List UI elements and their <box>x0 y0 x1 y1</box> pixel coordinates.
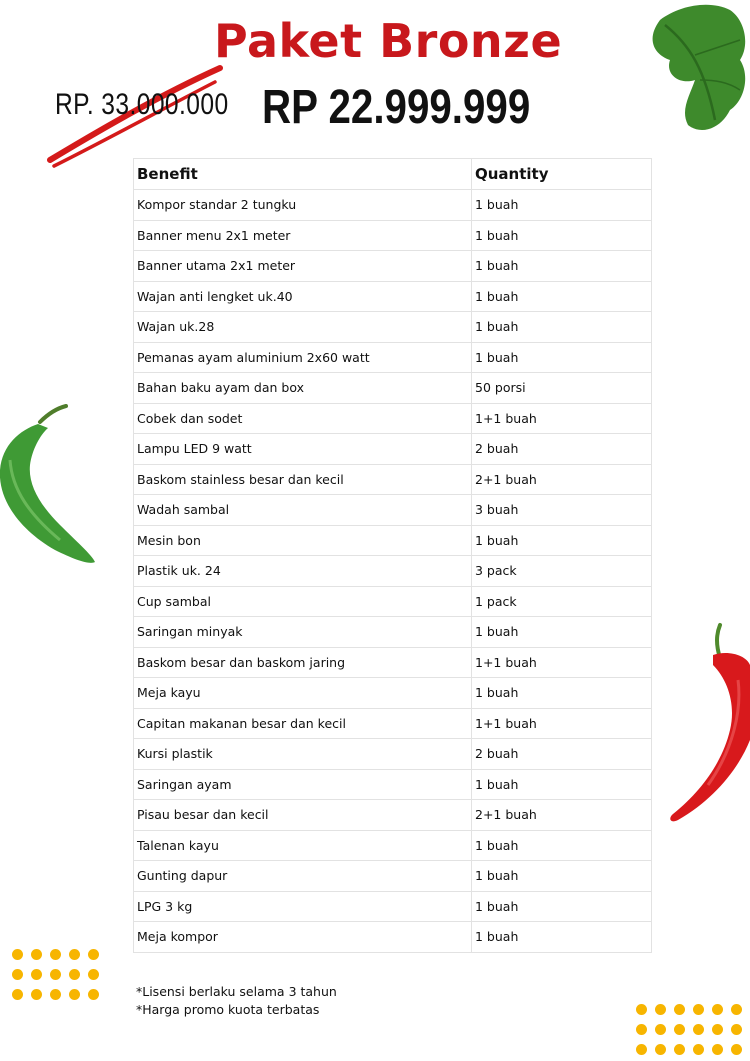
quantity-cell: 2+1 buah <box>472 464 652 495</box>
benefit-cell: Wajan uk.28 <box>134 312 472 343</box>
yellow-dot <box>693 1044 704 1055</box>
yellow-dot <box>31 949 42 960</box>
note-promo: *Harga promo kuota terbatas <box>136 1002 320 1017</box>
table-row <box>134 312 652 343</box>
benefit-cell: Kompor standar 2 tungku <box>134 190 472 221</box>
benefit-header: Benefit <box>134 159 472 190</box>
quantity-cell: 2+1 buah <box>472 800 652 831</box>
quantity-cell: 3 buah <box>472 495 652 526</box>
benefit-cell: Mesin bon <box>134 525 472 556</box>
benefit-cell: Saringan minyak <box>134 617 472 648</box>
yellow-dot <box>655 1024 666 1035</box>
footnotes <box>136 983 337 1019</box>
quantity-cell: 1+1 buah <box>472 403 652 434</box>
benefit-cell: Pemanas ayam aluminium 2x60 watt <box>134 342 472 373</box>
quantity-header: Quantity <box>472 159 652 190</box>
yellow-dot <box>674 1044 685 1055</box>
yellow-dot <box>731 1024 742 1035</box>
benefit-cell: Banner menu 2x1 meter <box>134 220 472 251</box>
benefit-cell: Bahan baku ayam dan box <box>134 373 472 404</box>
table-row <box>134 678 652 709</box>
parsley-leaf-image <box>640 0 750 140</box>
table-row <box>134 342 652 373</box>
green-chili-image <box>0 400 100 570</box>
benefit-cell: Kursi plastik <box>134 739 472 770</box>
quantity-cell: 1+1 buah <box>472 647 652 678</box>
quantity-cell: 1 buah <box>472 190 652 221</box>
yellow-dot <box>712 1004 723 1015</box>
benefit-cell: Banner utama 2x1 meter <box>134 251 472 282</box>
table-row <box>134 525 652 556</box>
table-row <box>134 891 652 922</box>
table-row <box>134 556 652 587</box>
yellow-dot <box>31 969 42 980</box>
new-price: RP 22.999.999 <box>262 81 531 134</box>
yellow-dot <box>88 949 99 960</box>
table-row <box>134 190 652 221</box>
yellow-dot <box>50 969 61 980</box>
yellow-dot <box>12 949 23 960</box>
old-price: RP. 33.000.000 <box>55 88 229 121</box>
yellow-dot <box>69 969 80 980</box>
table-row <box>134 403 652 434</box>
yellow-dot <box>731 1044 742 1055</box>
table-row <box>134 647 652 678</box>
table-row <box>134 251 652 282</box>
quantity-cell: 1 buah <box>472 525 652 556</box>
benefit-cell: Meja kompor <box>134 922 472 953</box>
benefits-table-body <box>134 190 652 953</box>
yellow-dot <box>674 1004 685 1015</box>
yellow-dot <box>69 949 80 960</box>
quantity-cell: 50 porsi <box>472 373 652 404</box>
note-license: *Lisensi berlaku selama 3 tahun <box>136 984 337 999</box>
quantity-cell: 2 buah <box>472 434 652 465</box>
quantity-cell: 1 buah <box>472 617 652 648</box>
table-row <box>134 800 652 831</box>
yellow-dot <box>674 1024 685 1035</box>
benefit-cell: Capitan makanan besar dan kecil <box>134 708 472 739</box>
yellow-dots-right <box>636 1004 742 1055</box>
yellow-dot <box>12 969 23 980</box>
benefit-cell: Cobek dan sodet <box>134 403 472 434</box>
yellow-dot <box>50 949 61 960</box>
table-row <box>134 769 652 800</box>
yellow-dot <box>655 1004 666 1015</box>
table-row <box>134 281 652 312</box>
quantity-cell: 1 buah <box>472 769 652 800</box>
quantity-cell: 1 buah <box>472 312 652 343</box>
yellow-dot <box>31 989 42 1000</box>
quantity-cell: 1 buah <box>472 678 652 709</box>
quantity-cell: 3 pack <box>472 556 652 587</box>
table-header-row <box>134 159 652 190</box>
yellow-dot <box>712 1024 723 1035</box>
benefit-cell: Talenan kayu <box>134 830 472 861</box>
quantity-cell: 1 buah <box>472 220 652 251</box>
quantity-cell: 2 buah <box>472 739 652 770</box>
benefit-cell: Meja kayu <box>134 678 472 709</box>
benefit-cell: Wadah sambal <box>134 495 472 526</box>
benefit-cell: Plastik uk. 24 <box>134 556 472 587</box>
quantity-cell: 1+1 buah <box>472 708 652 739</box>
yellow-dot <box>693 1024 704 1035</box>
yellow-dot <box>636 1044 647 1055</box>
yellow-dot <box>88 969 99 980</box>
benefit-cell: Saringan ayam <box>134 769 472 800</box>
benefit-cell: Baskom besar dan baskom jaring <box>134 647 472 678</box>
red-chili-image <box>668 620 750 830</box>
table-row <box>134 495 652 526</box>
benefit-cell: Gunting dapur <box>134 861 472 892</box>
yellow-dot <box>636 1024 647 1035</box>
quantity-cell: 1 buah <box>472 861 652 892</box>
yellow-dot <box>693 1004 704 1015</box>
yellow-dot <box>88 989 99 1000</box>
table-row <box>134 586 652 617</box>
package-title: Paket Bronze <box>214 14 563 68</box>
table-row <box>134 861 652 892</box>
yellow-dot <box>12 989 23 1000</box>
benefit-cell: LPG 3 kg <box>134 891 472 922</box>
yellow-dot <box>731 1004 742 1015</box>
yellow-dot <box>712 1044 723 1055</box>
benefits-table <box>133 158 652 953</box>
table-row <box>134 220 652 251</box>
quantity-cell: 1 buah <box>472 281 652 312</box>
quantity-cell: 1 buah <box>472 830 652 861</box>
table-row <box>134 830 652 861</box>
benefit-cell: Cup sambal <box>134 586 472 617</box>
benefit-cell: Lampu LED 9 watt <box>134 434 472 465</box>
table-row <box>134 464 652 495</box>
quantity-cell: 1 buah <box>472 342 652 373</box>
quantity-cell: 1 buah <box>472 891 652 922</box>
table-row <box>134 617 652 648</box>
table-row <box>134 708 652 739</box>
yellow-dot <box>636 1004 647 1015</box>
quantity-cell: 1 pack <box>472 586 652 617</box>
benefit-cell: Pisau besar dan kecil <box>134 800 472 831</box>
table-row <box>134 373 652 404</box>
quantity-cell: 1 buah <box>472 251 652 282</box>
table-row <box>134 739 652 770</box>
benefit-cell: Baskom stainless besar dan kecil <box>134 464 472 495</box>
benefit-cell: Wajan anti lengket uk.40 <box>134 281 472 312</box>
yellow-dots-left <box>12 949 99 1000</box>
yellow-dot <box>50 989 61 1000</box>
table-row <box>134 434 652 465</box>
table-row <box>134 922 652 953</box>
yellow-dot <box>655 1044 666 1055</box>
yellow-dot <box>69 989 80 1000</box>
quantity-cell: 1 buah <box>472 922 652 953</box>
